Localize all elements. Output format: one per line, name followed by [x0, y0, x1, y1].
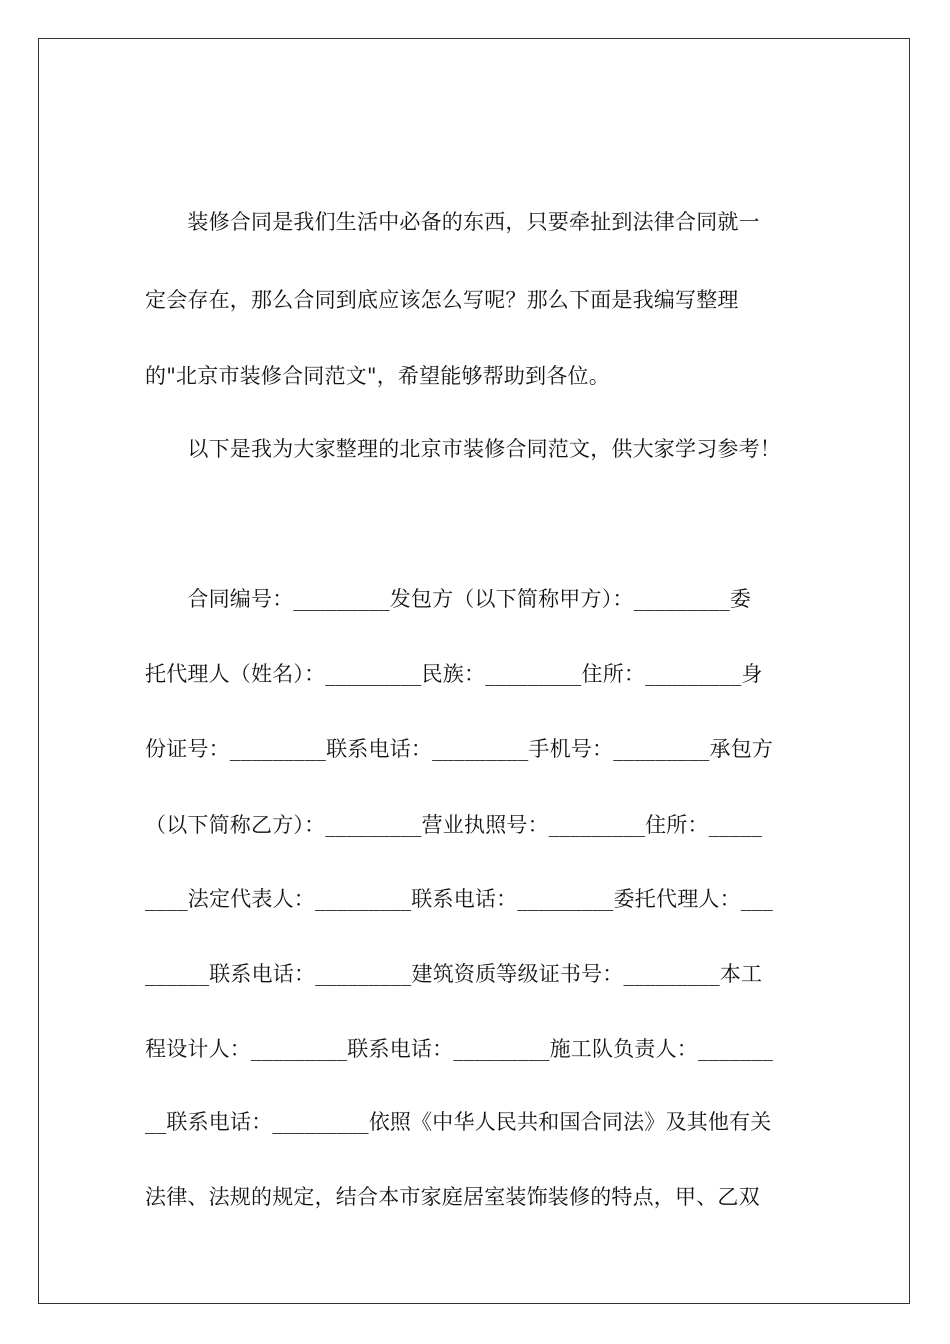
intro-line-4: 以下是我为大家整理的北京市装修合同范文，供大家学习参考！: [145, 437, 781, 461]
contract-line-5: ____法定代表人：_________联系电话：_________委托代理人：___: [145, 887, 773, 911]
contract-line-3: 份证号：_________联系电话：_________手机号：_________承包方: [145, 737, 774, 761]
contract-line-4: （以下简称乙方）：_________营业执照号：_________住所：_____: [145, 813, 763, 837]
intro-line-3: 的"北京市装修合同范文"，希望能够帮助到各位。: [145, 364, 610, 388]
contract-line-6: ______联系电话：_________建筑资质等级证书号：_________本工: [145, 962, 763, 986]
contract-line-7: 程设计人：_________联系电话：_________施工队负责人：_______: [145, 1037, 773, 1061]
intro-line-1: 装修合同是我们生活中必备的东西，只要牵扯到法律合同就一: [145, 210, 760, 234]
contract-line-8: __联系电话：_________依照《中华人民共和国合同法》及其他有关: [145, 1110, 772, 1134]
contract-line-1: 合同编号：_________发包方（以下简称甲方）：_________委: [145, 587, 752, 611]
contract-line-2: 托代理人（姓名）：_________民族：_________住所：_________身: [145, 662, 763, 686]
intro-line-2: 定会存在，那么合同到底应该怎么写呢？那么下面是我编写整理: [145, 288, 739, 312]
contract-line-9: 法律、法规的规定，结合本市家庭居室装饰装修的特点，甲、乙双: [145, 1185, 760, 1209]
